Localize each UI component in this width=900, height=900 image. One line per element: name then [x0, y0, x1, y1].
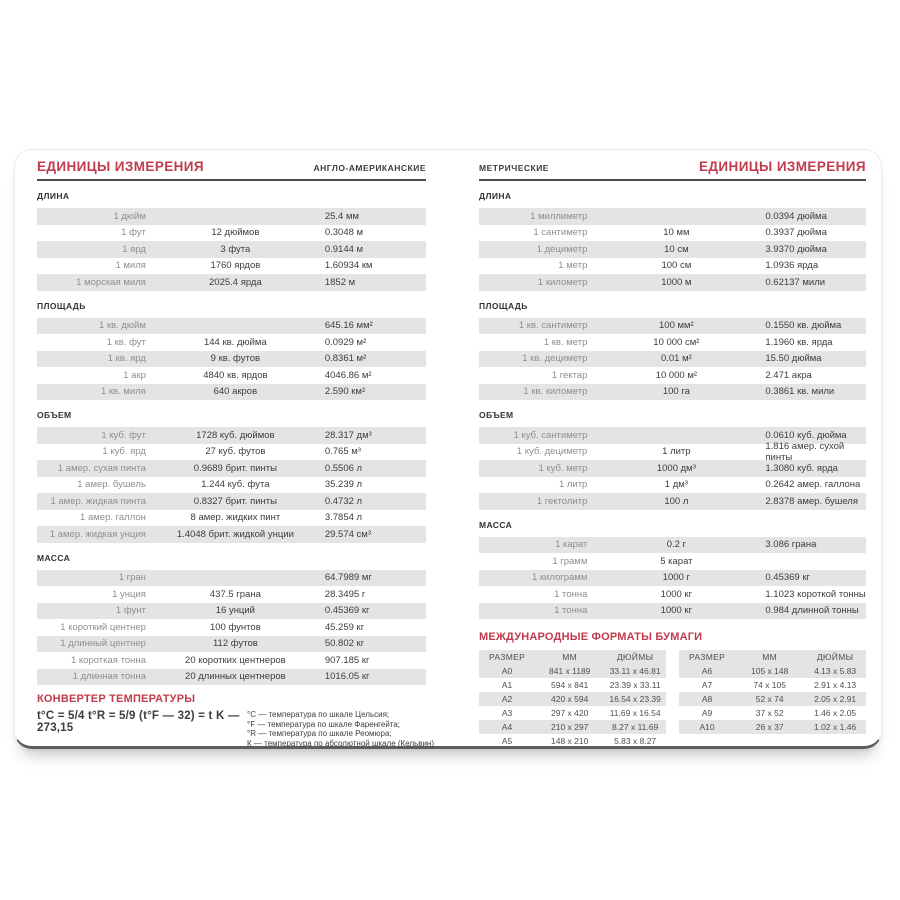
cell-c3: 15.50 дюйма [765, 353, 822, 365]
table-row [37, 318, 426, 335]
conversion-table [479, 318, 866, 401]
cell-c1: 1 гектолитр [536, 495, 588, 507]
cell-c1: 1 дюйм [113, 210, 146, 222]
cell-p3: 1.02 x 1.46 [814, 722, 857, 732]
paper-table-row [479, 692, 666, 706]
cell-c2: 1728 куб. дюймов [196, 429, 275, 441]
cell-p3: 23.39 x 33.11 [609, 680, 661, 690]
cell-c2: 20 длинных центнеров [185, 671, 286, 683]
cell-c3: 25.4 мм [324, 210, 360, 222]
cell-c2: 10 мм [663, 227, 690, 239]
cell-p3: 2.91 x 4.13 [814, 680, 857, 690]
cell-c1: 1 куб. сантиметр [513, 429, 588, 441]
table-row [479, 241, 866, 258]
cell-c2: 4840 кв. ярдов [203, 369, 268, 381]
cell-c3: 0.9144 м [324, 243, 364, 255]
cell-c3: 64.7989 мг [324, 572, 372, 584]
cell-c2: 2025.4 ярда [209, 276, 262, 288]
cell-c2: 1.4048 брит. жидкой унции [176, 528, 294, 540]
paper-table-row [479, 664, 666, 678]
section-label: ПЛОЩАДЬ [37, 300, 86, 311]
cell-c3: 1.1023 короткой тонны [765, 588, 866, 600]
cell-c2: 9 кв. футов [210, 353, 261, 365]
table-row [37, 427, 426, 444]
table-row [479, 208, 866, 225]
cell-c2: 437.5 грана [209, 588, 261, 600]
cell-c1: 1 кв. дюйм [98, 320, 146, 332]
cell-c3: 1.3080 куб. ярда [765, 462, 838, 474]
cell-c2: 100 фунтов [209, 621, 261, 633]
cell-c3: 1016.05 кг [324, 671, 370, 683]
cell-c2: 100 л [664, 495, 689, 507]
cell-p3: 16.54 x 23.39 [609, 694, 661, 704]
table-row [479, 351, 866, 368]
header-cell: ДЮЙМЫ [616, 652, 654, 662]
cell-c1: 1 миллиметр [530, 210, 588, 222]
cell-c1: 1 миля [115, 260, 146, 272]
note-line: К — температура по абсолютной шкале (Кельвин) [247, 738, 435, 748]
conversion-table [479, 537, 866, 620]
cell-c1: 1 килограмм [531, 572, 588, 584]
cell-c3: 0.3861 кв. мили [765, 386, 835, 398]
note-line: °F — температура по шкале Фаренгейта; [247, 719, 401, 729]
conversion-table [479, 208, 866, 291]
paper-table-row [479, 734, 666, 748]
cell-c3: 45.259 кг [324, 621, 365, 633]
cell-p3: 8.27 x 11.69 [612, 722, 659, 732]
cell-c2: 20 коротких центнеров [185, 654, 286, 666]
cell-c1: 1 гран [118, 572, 146, 584]
cell-c2: 100 га [662, 386, 690, 398]
table-row [479, 537, 866, 554]
cell-c1: 1 карат [555, 539, 588, 551]
paper-formats [479, 631, 866, 748]
table-row [479, 258, 866, 275]
cell-c3: 50.802 кг [324, 638, 365, 650]
cell-c2: 0.2 г [666, 539, 687, 551]
left-page [37, 158, 435, 748]
table-row [37, 241, 426, 258]
table-row [37, 570, 426, 587]
header-cell: ММ [562, 652, 578, 662]
cell-p1: A9 [701, 708, 713, 718]
cell-p3: 2.05 x 2.91 [814, 694, 857, 704]
left-conversion-sections [37, 191, 426, 685]
cell-c1: 1 короткая тонна [70, 654, 146, 666]
cell-c2: 1760 ярдов [210, 260, 261, 272]
table-row [37, 258, 426, 275]
header-cell: ММ [762, 652, 778, 662]
cell-p1: A10 [699, 722, 715, 732]
cell-c3: 0.1550 кв. дюйма [765, 320, 842, 332]
cell-p2: 297 x 420 [551, 708, 589, 718]
table-row [479, 477, 866, 494]
table-row [37, 208, 426, 225]
cell-c3: 1.1960 кв. ярда [765, 336, 833, 348]
header-cell: ДЮЙМЫ [816, 652, 854, 662]
paper-table-row [679, 706, 866, 720]
table-row [37, 493, 426, 510]
temperature-content [37, 710, 435, 748]
header-cell: РАЗМЕР [489, 652, 526, 662]
paper-table-row [479, 706, 666, 720]
table-row [37, 652, 426, 669]
cell-c1: 1 амер. бушель [77, 479, 146, 491]
temperature-title: КОНВЕРТЕР ТЕМПЕРАТУРЫ [37, 693, 196, 705]
cell-p3: 5.83 x 8.27 [614, 736, 657, 746]
table-row [37, 586, 426, 603]
table-row [37, 526, 426, 543]
cell-p1: A3 [501, 708, 513, 718]
cell-c1: 1 куб. дециметр [516, 446, 588, 458]
cell-c2: 100 мм² [659, 320, 694, 332]
cell-c3: 0.984 длинной тонны [765, 605, 859, 617]
cell-p1: A1 [501, 680, 513, 690]
cell-c1: 1 длинный центнер [60, 638, 146, 650]
section-label: ОБЪЕМ [37, 410, 72, 420]
cell-c2: 10 см [664, 243, 689, 255]
cell-c1: 1 амер. сухая пинта [57, 462, 146, 474]
cell-c3: 907.185 кг [324, 654, 370, 666]
cell-p1: A5 [501, 736, 513, 746]
cell-c3: 3.086 грана [765, 539, 817, 551]
table-row [479, 603, 866, 620]
temperature-notes [247, 710, 435, 748]
cell-c1: 1 морская миля [76, 276, 146, 288]
table-row [479, 367, 866, 384]
cell-c1: 1 кв. дециметр [522, 353, 588, 365]
cell-c1: 1 амер. жидкая пинта [50, 495, 146, 507]
cell-c1: 1 куб. ярд [102, 446, 146, 458]
cell-p2: 105 x 148 [751, 666, 789, 676]
cell-c1: 1 фунт [115, 605, 146, 617]
right-page-header [479, 158, 866, 181]
paper-table-row [679, 734, 866, 748]
cell-c2: 5 карат [660, 555, 693, 567]
cell-c2: 1 дм³ [664, 479, 688, 491]
paper-formats-tables [479, 650, 866, 748]
cell-c1: 1 тонна [554, 605, 588, 617]
cell-c3: 4046.86 м² [324, 369, 372, 381]
cell-c2: 1000 кг [660, 605, 693, 617]
cell-c2: 144 кв. дюйма [203, 336, 267, 348]
paper-table-row [679, 692, 866, 706]
cell-c1: 1 тонна [554, 588, 588, 600]
cell-c2: 8 амер. жидких пинт [190, 512, 281, 524]
page-title-left: ЕДИНИЦЫ ИЗМЕРЕНИЯ [37, 159, 204, 174]
table-row [37, 225, 426, 242]
paper-table-row [679, 720, 866, 734]
cell-c1: 1 кв. сантиметр [518, 320, 588, 332]
cell-c3: 0.45369 кг [324, 605, 370, 617]
paper-table-header [679, 650, 866, 664]
cell-c1: 1 амер. галлон [80, 512, 146, 524]
table-row [37, 510, 426, 527]
table-row [37, 619, 426, 636]
cell-p2: 148 x 210 [551, 736, 589, 746]
cell-c3: 645.16 мм² [324, 320, 373, 332]
conversion-table [37, 208, 426, 291]
cell-c2: 1000 дм³ [656, 462, 696, 474]
cell-c3: 0.3048 м [324, 227, 364, 239]
cell-c1: 1 сантиметр [533, 227, 588, 239]
paper-table-row [679, 664, 866, 678]
cell-c3: 2.471 акра [765, 369, 812, 381]
table-row [37, 460, 426, 477]
paper-format-table-a0-a5 [479, 650, 666, 748]
table-row [37, 477, 426, 494]
table-row [479, 570, 866, 587]
section-label: ПЛОЩАДЬ [479, 300, 528, 311]
cell-p2: 420 x 594 [551, 694, 589, 704]
paper-formats-title: МЕЖДУНАРОДНЫЕ ФОРМАТЫ БУМАГИ [479, 631, 703, 643]
table-row [479, 586, 866, 603]
cell-c1: 1 кв. метр [543, 336, 588, 348]
paper-table-row [679, 678, 866, 692]
section-label: ДЛИНА [479, 191, 512, 201]
cell-c3: 0.765 м³ [324, 446, 361, 458]
cell-c1: 1 куб. метр [538, 462, 588, 474]
cell-c3: 3.7854 л [324, 512, 363, 524]
right-page [479, 158, 866, 748]
section-label: МАССА [479, 519, 513, 530]
table-row [479, 225, 866, 242]
cell-c1: 1 метр [558, 260, 588, 272]
cell-p1: A7 [701, 680, 713, 690]
cell-c1: 1 кв. фут [106, 336, 146, 348]
notebook-spread [14, 149, 882, 749]
cell-p3: 4.13 x 5.83 [814, 666, 857, 676]
cell-c2: 16 унций [215, 605, 255, 617]
header-cell: РАЗМЕР [689, 652, 726, 662]
temperature-formula: t°C = 5/4 t°R = 5/9 (t°F — 32) = t K — 273,15 [37, 710, 240, 734]
conversion-table [37, 570, 426, 686]
cell-p1: A8 [701, 694, 713, 704]
conversion-table [37, 318, 426, 401]
note-line: °C — температура по шкале Цельсия; [247, 710, 390, 719]
cell-p2: 841 x 1189 [548, 666, 591, 676]
cell-c2: 3 фута [220, 243, 251, 255]
paper-table-row [479, 678, 666, 692]
cell-c1: 1 кв. километр [523, 386, 588, 398]
table-row [479, 334, 866, 351]
cell-c2: 1000 м [661, 276, 692, 288]
cell-c2: 640 акров [213, 386, 258, 398]
table-row [37, 603, 426, 620]
cell-c3: 0.3937 дюйма [765, 227, 827, 239]
cell-c1: 1 ярд [122, 243, 146, 255]
cell-c1: 1 куб. фут [101, 429, 146, 441]
cell-c1: 1 гектар [551, 369, 588, 381]
cell-c2: 100 см [661, 260, 692, 272]
table-row [37, 636, 426, 653]
cell-c3: 29.574 см³ [324, 528, 371, 540]
paper-format-table-a6-a10 [679, 650, 866, 748]
table-row [479, 318, 866, 335]
cell-c2: 1.244 куб. фута [201, 479, 270, 491]
cell-c3: 0.62137 мили [765, 276, 826, 288]
cell-c1: 1 литр [558, 479, 588, 491]
cell-p1: A6 [701, 666, 713, 676]
cell-c3: 1.816 амер. сухой пинты [765, 440, 845, 463]
cell-p3: 1.46 x 2.05 [814, 708, 857, 718]
cell-c3: 1852 м [324, 276, 356, 288]
table-row [37, 351, 426, 368]
cell-c2: 1 литр [662, 446, 691, 458]
table-row [479, 460, 866, 477]
paper-table-header [479, 650, 666, 664]
page-subtitle-left: АНГЛО-АМЕРИКАНСКИЕ [313, 163, 426, 173]
table-row [479, 553, 866, 570]
cell-c3: 0.8361 м² [324, 353, 367, 365]
page-title-right: ЕДИНИЦЫ ИЗМЕРЕНИЯ [699, 159, 866, 174]
cell-p3: 33.11 x 46.81 [609, 666, 661, 676]
table-row [479, 493, 866, 510]
cell-c1: 1 длинная тонна [72, 671, 146, 683]
cell-c3: 2.8378 амер. бушеля [765, 495, 858, 507]
cell-c3: 28.3495 г [324, 588, 366, 600]
cell-c2: 27 куб. футов [205, 446, 266, 458]
section-label: ДЛИНА [37, 191, 70, 201]
cell-c3: 3.9370 дюйма [765, 243, 827, 255]
cell-p1: A0 [501, 666, 513, 676]
table-row [37, 669, 426, 686]
conversion-table [479, 427, 866, 510]
table-row [37, 274, 426, 291]
cell-c3: 0.5506 л [324, 462, 363, 474]
cell-c2: 1000 кг [660, 588, 693, 600]
cell-p1: A2 [501, 694, 513, 704]
section-label: ОБЪЕМ [479, 410, 514, 420]
table-row [37, 384, 426, 401]
cell-p2: 37 x 52 [755, 708, 784, 718]
cell-c1: 1 акр [123, 369, 146, 381]
cell-c2: 10 000 см² [653, 336, 700, 348]
conversion-table [37, 427, 426, 543]
cell-c3: 1.60934 км [324, 260, 373, 272]
page-subtitle-right: МЕТРИЧЕСКИЕ [479, 163, 549, 173]
cell-c3: 1.0936 ярда [765, 260, 819, 272]
section-label: МАССА [37, 552, 71, 563]
table-row [37, 367, 426, 384]
cell-c2: 12 дюймов [211, 227, 260, 239]
table-row [37, 334, 426, 351]
note-line: °R — температура по шкале Реомюра; [247, 729, 392, 738]
cell-c3: 0.0394 дюйма [765, 210, 827, 222]
cell-c2: 0.01 м² [660, 353, 692, 365]
right-conversion-sections [479, 191, 866, 619]
cell-c1: 1 километр [537, 276, 588, 288]
cell-c3: 35.239 л [324, 479, 363, 491]
table-row [37, 444, 426, 461]
cell-c2: 1000 г [662, 572, 690, 584]
cell-c3: 0.45369 кг [765, 572, 810, 584]
cell-c2: 112 футов [212, 638, 258, 650]
paper-table-row [479, 720, 666, 734]
cell-c3: 0.4732 л [324, 495, 363, 507]
cell-c3: 2.590 км² [324, 386, 366, 398]
left-page-header [37, 158, 426, 181]
cell-c3: 0.0929 м² [324, 336, 367, 348]
cell-c1: 1 амер. жидкая унция [49, 528, 146, 540]
cell-p2: 26 x 37 [755, 722, 784, 732]
cell-c1: 1 унция [112, 588, 146, 600]
cell-p3: 11.69 x 16.54 [609, 708, 661, 718]
cell-c3: 28.317 дм³ [324, 429, 372, 441]
cell-p2: 210 x 297 [551, 722, 589, 732]
cell-c1: 1 короткий центнер [60, 621, 146, 633]
cell-p2: 52 x 74 [755, 694, 784, 704]
cell-p2: 74 x 105 [753, 680, 786, 690]
cell-p2: 594 x 841 [551, 680, 589, 690]
cell-c2: 10 000 м² [655, 369, 698, 381]
cell-c2: 0.8327 брит. пинты [193, 495, 277, 507]
cell-c1: 1 кв. ярд [107, 353, 146, 365]
cell-c1: 1 фут [121, 227, 146, 239]
cell-c1: 1 дециметр [536, 243, 588, 255]
cell-c1: 1 кв. миля [100, 386, 146, 398]
cell-c3: 0.0610 куб. дюйма [765, 429, 847, 441]
table-row [479, 440, 866, 463]
table-row [479, 384, 866, 401]
temperature-converter [37, 693, 435, 748]
cell-c1: 1 грамм [552, 555, 588, 567]
cell-c2: 0.9689 брит. пинты [193, 462, 277, 474]
table-row [479, 274, 866, 291]
cell-p1: A4 [501, 722, 513, 732]
cell-c3: 0.2642 амер. галлона [765, 479, 861, 491]
